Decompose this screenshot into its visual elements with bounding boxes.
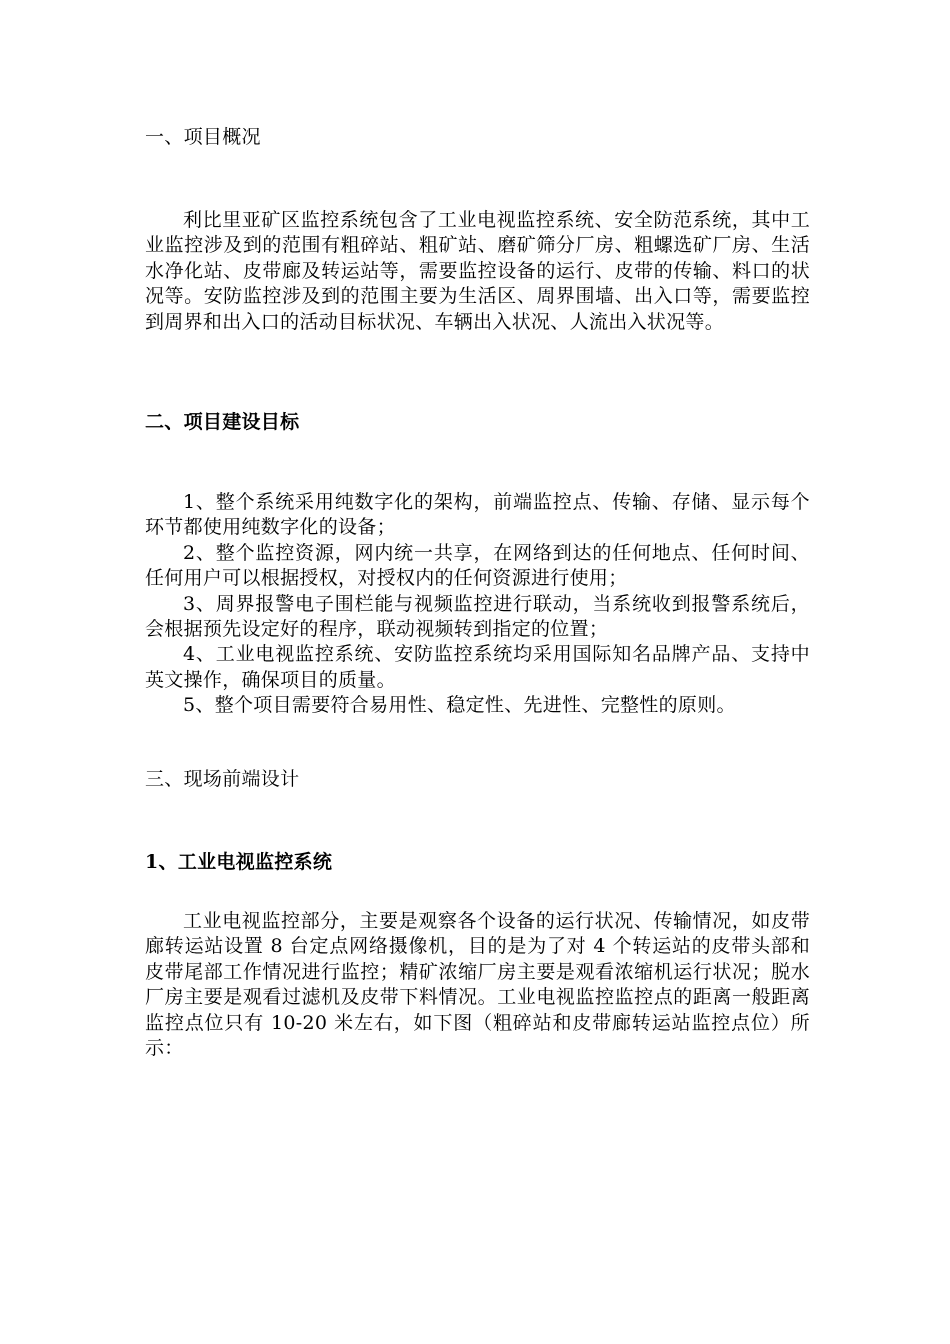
section-1-title: 一、项目概况 <box>145 126 261 148</box>
list-item: 5、整个项目需要符合易用性、稳定性、先进性、完整性的原则。 <box>183 694 736 717</box>
list-item: 4、工业电视监控系统、安防监控系统均采用国际知名品牌产品、支持中英文操作，确保项目的质量。 <box>145 643 810 691</box>
section-1-body <box>145 208 810 335</box>
list-item: 3、周界报警电子围栏能与视频监控进行联动，当系统收到报警系统后，会根据预先设定好的程序，联动视频转到指定的位置； <box>145 592 810 641</box>
list-item: 2、整个监控资源，网内统一共享，在网络到达的任何地点、任何时间、任何用户可以根据授权，对授权内的任何资源进行使用； <box>145 541 810 590</box>
section-2-list <box>145 490 810 719</box>
section-1-paragraph: 利比里亚矿区监控系统包含了工业电视监控系统、安全防范系统，其中工业监控涉及到的范围有粗碎站、粗矿站、磨矿筛分厂房、粗螺选矿厂房、生活水净化站、皮带廊及转运站等，需要监控设备的运行、皮带的传输、料口的状况等。安防监控涉及到的范围主要为生活区、周界围墙、出入口等，需要监控到周界和出入口的活动目标状况、车辆出入状况、人流出入状况等。 <box>145 209 810 333</box>
section-3-1-paragraph: 工业电视监控部分，主要是观察各个设备的运行状况、传输情况，如皮带廊转运站设置 8 台定点网络摄像机，目的是为了对 4 个转运站的皮带头部和皮带尾部工作情况进行监控；精矿浓缩厂房主要是观看浓缩机运行状况；脱水厂房主要是观看过滤机及皮带下料情况。工业电视监控监控点的距离一般距离监控点位只有 10-20 米左右，如下图（粗碎站和皮带廊转运站监控点位）所示： <box>145 910 810 1060</box>
section-3-1-body <box>145 909 810 1061</box>
section-3-1-title: 1、工业电视监控系统 <box>145 851 333 873</box>
list-item: 1、整个系统采用纯数字化的架构，前端监控点、传输、存储、显示每个环节都使用纯数字化的设备； <box>145 491 810 539</box>
section-3-title: 三、现场前端设计 <box>145 768 300 790</box>
section-2-title: 二、项目建设目标 <box>145 411 300 433</box>
